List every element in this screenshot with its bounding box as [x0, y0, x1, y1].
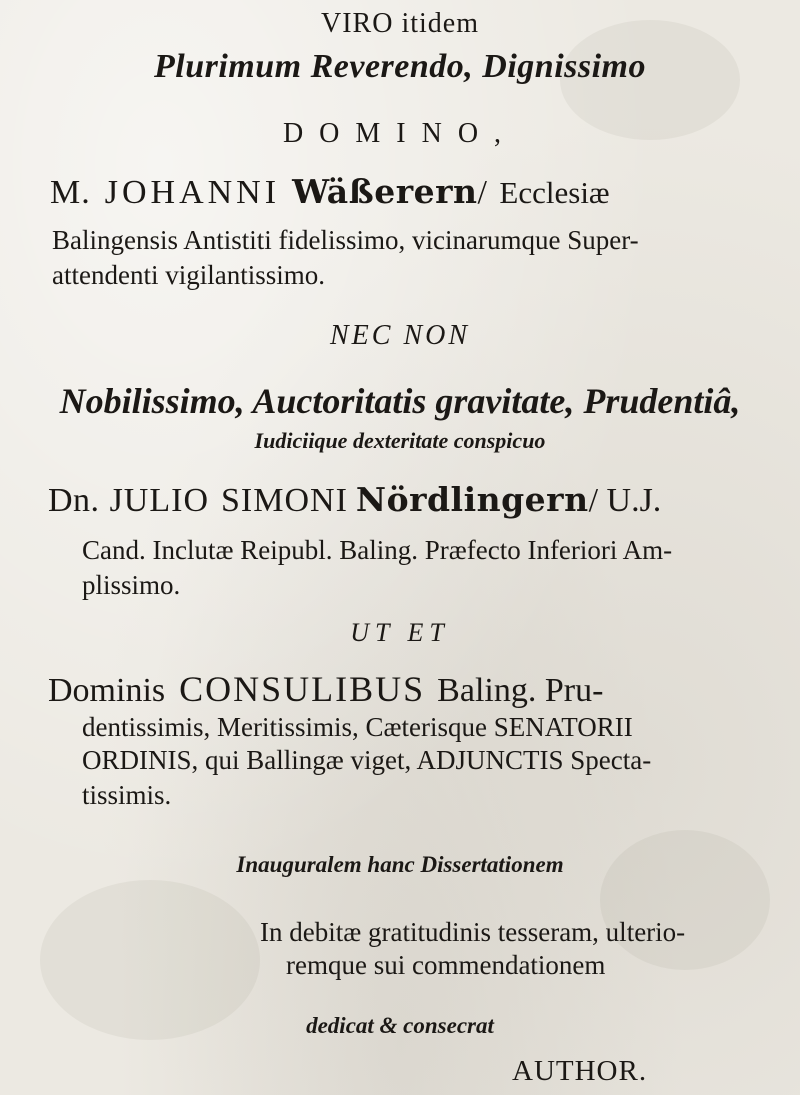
inauguralem-line: Inauguralem hanc Dissertationem — [236, 852, 564, 877]
nec-non-line: NEC NON — [329, 320, 471, 351]
dedicat-line: dedicat & consecrat — [306, 1013, 494, 1038]
ut-et-line: UT ET — [350, 618, 450, 647]
johanni-line — [50, 172, 610, 212]
remque-line: remque sui commendationem — [286, 950, 606, 980]
debitae-line: In debitæ gratitudinis tesseram, ulterio- — [260, 917, 686, 947]
tissimis-line: tissimis. — [82, 780, 172, 810]
plissimo-line: plissimo. — [82, 570, 181, 600]
dominis-word: Dominis — [48, 672, 166, 709]
first-name: JOHANNI — [104, 174, 281, 211]
second-name: SIMONI — [221, 482, 348, 519]
title-abbrev: Dn. — [48, 482, 100, 519]
office: Ecclesiæ — [499, 175, 610, 210]
surname-suffix: / — [477, 174, 487, 211]
first-name: JULIO — [109, 482, 209, 519]
antistiti-line: Balingensis Antistiti fidelissimo, vicinarumque Super- — [52, 225, 639, 255]
title-abbrev: M. — [50, 174, 91, 211]
ordinis-line: ORDINIS, qui Ballingæ viget, ADJUNCTIS Specta- — [82, 745, 652, 775]
cand-line: Cand. Inclutæ Reipubl. Baling. Præfecto Inferiori Am- — [82, 535, 673, 565]
baling-word: Baling. Pru- — [437, 672, 604, 709]
paper-stain — [600, 830, 770, 970]
attendenti-line: attendenti vigilantissimo. — [52, 260, 325, 290]
domino-line: DOMINO, — [282, 118, 518, 149]
surname-blackletter: Wäßerern — [292, 172, 478, 211]
surname-blackletter: Nördlingern — [355, 480, 589, 519]
degree-suffix: / U.J. — [588, 482, 662, 519]
julio-line — [48, 480, 661, 520]
dentissimis-line: dentissimis, Meritissimis, Cæterisque SENATORII — [82, 712, 633, 742]
consulibus-word: CONSULIBUS — [179, 669, 426, 709]
plurimum-reverendo-line: Plurimum Reverendo, Dignissimo — [154, 48, 646, 85]
author-signature: AUTHOR. — [512, 1055, 648, 1087]
viro-itidem-line: VIRO itidem — [321, 8, 479, 39]
nobilissimo-line: Nobilissimo, Auctoritatis gravitate, Prudentiâ, — [59, 381, 741, 421]
dominis-line — [48, 668, 603, 710]
iudicii-line: Iudiciique dexteritate conspicuo — [254, 428, 546, 453]
